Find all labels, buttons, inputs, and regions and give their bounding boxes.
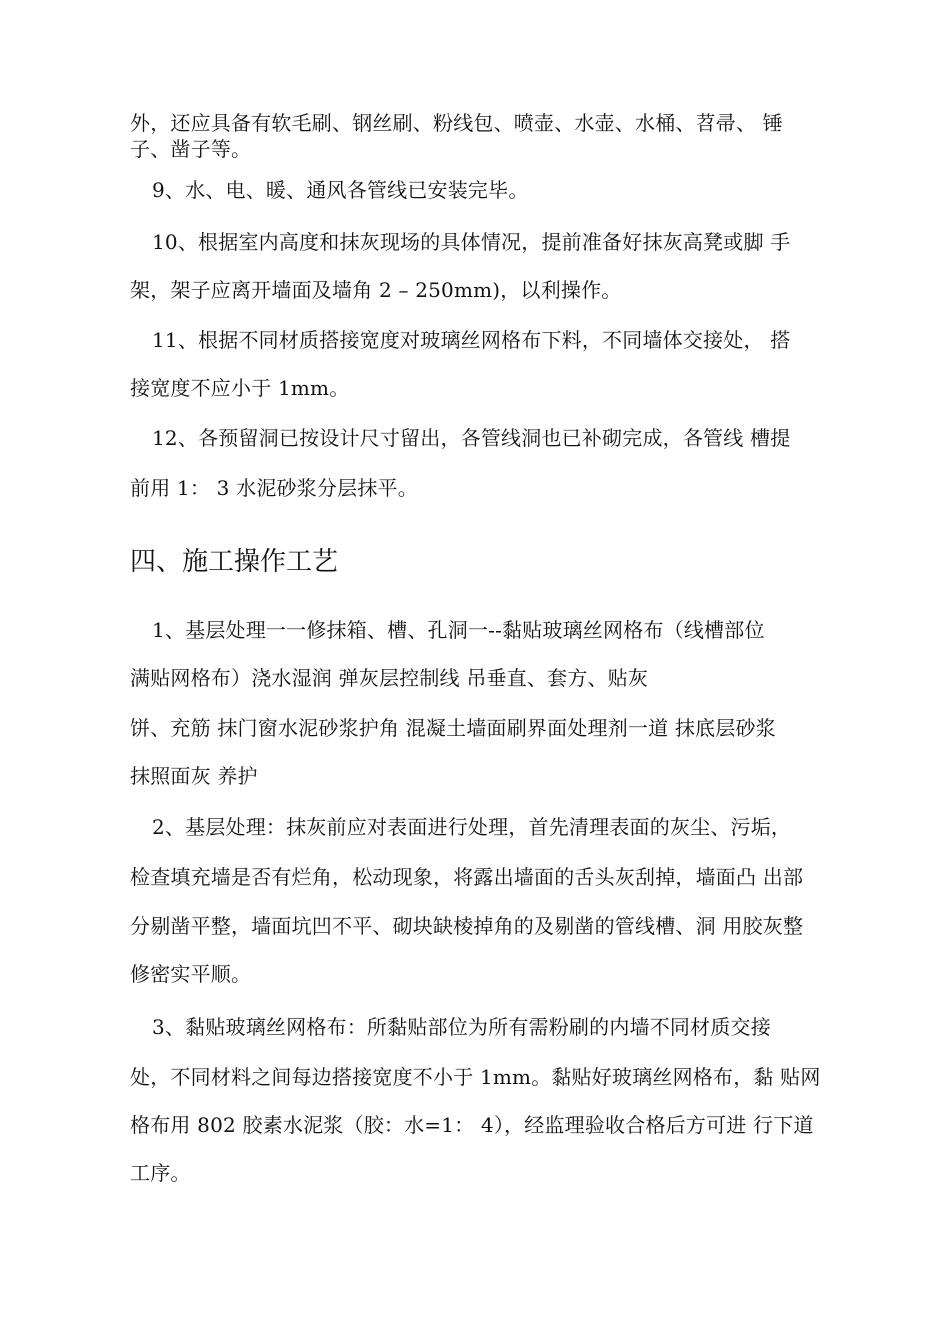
text-line: 9、水、电、暖、通风各管线已安装完毕。 (152, 178, 529, 202)
text-line: 架，架子应离开墙面及墙角 2 – 250mm)，以利操作。 (130, 278, 622, 302)
text-line: 分剔凿平整，墙面坑凹不平、砌块缺棱掉角的及剔凿的管线槽、洞 用胶灰整 (130, 914, 804, 938)
section-heading: 四、施工操作工艺 (130, 547, 339, 577)
text-line: 抹照面灰 养护 (130, 764, 258, 788)
text-line: 检查填充墙是否有烂角，松动现象，将露出墙面的舌头灰刮掉，墙面凸 出部 (130, 865, 804, 889)
text-line: 格布用 802 胶素水泥浆（胶：水=1： 4），经监理验收合格后方可进 行下道 (130, 1113, 814, 1137)
text-line: 11、根据不同材质搭接宽度对玻璃丝网格布下料，不同墙体交接处， 搭 (152, 328, 791, 352)
text-line: 10、根据室内高度和抹灰现场的具体情况，提前准备好抹灰高凳或脚 手 (152, 230, 791, 254)
text-line: 2、基层处理：抹灰前应对表面进行处理，首先清理表面的灰尘、污垢， (152, 815, 792, 839)
text-line: 子、凿子等。 (130, 137, 252, 161)
text-line: 处，不同材料之间每边搭接宽度不小于 1mm。黏贴好玻璃丝网格布，黏 贴网 (130, 1065, 821, 1089)
text-line: 接宽度不应小于 1mm。 (130, 376, 350, 400)
text-line: 工序。 (130, 1161, 191, 1185)
text-line: 外，还应具备有软毛刷、钢丝刷、粉线包、喷壶、水壶、水桶、苕帚、 锤 (130, 111, 783, 135)
text-line: 12、各预留洞已按设计尺寸留出，各管线洞也已补砌完成，各管线 槽提 (152, 426, 791, 450)
text-line: 修密实平顺。 (130, 962, 252, 986)
text-line: 前用 1： 3 水泥砂浆分层抹平。 (130, 476, 418, 500)
text-line: 1、基层处理一一修抹箱、槽、孔洞一--黏贴玻璃丝网格布（线槽部位 (152, 618, 765, 642)
text-line: 满贴网格布）浇水湿润 弹灰层控制线 吊垂直、套方、贴灰 (130, 666, 649, 690)
text-line: 3、黏贴玻璃丝网格布：所黏贴部位为所有需粉刷的内墙不同材质交接 (152, 1015, 771, 1039)
text-line: 饼、充筋 抹门窗水泥砂浆护角 混凝土墙面刷界面处理剂一道 抹底层砂浆 (130, 716, 776, 740)
